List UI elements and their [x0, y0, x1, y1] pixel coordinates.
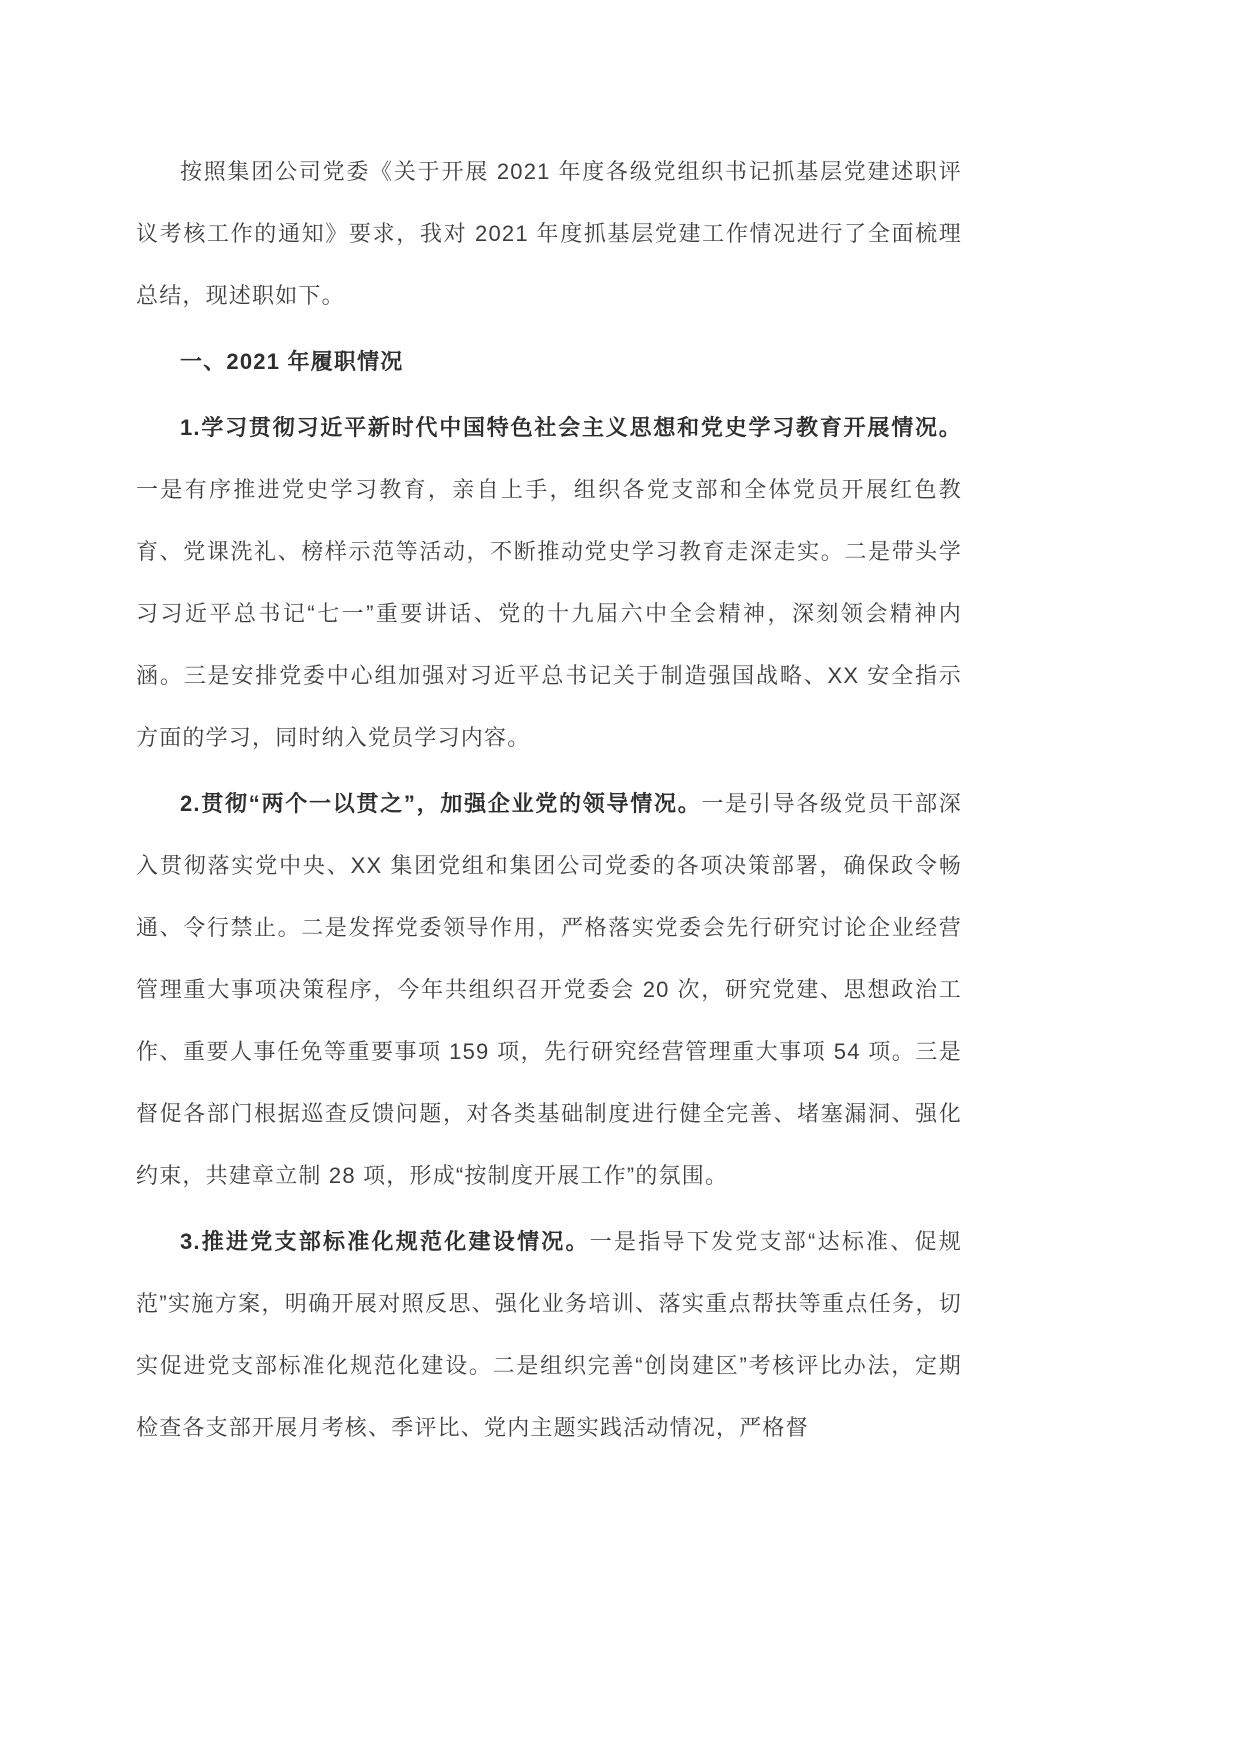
paragraph [136, 1211, 962, 1459]
document-content [136, 141, 962, 1459]
paragraph [136, 397, 962, 769]
paragraph [136, 141, 962, 327]
text-run: 一是有序推进党史学习教育，亲自上手，组织各党支部和全体党员开展红色教育、党课洗礼、榜样示范等活动，不断推动党史学习教育走深走实。二是带头学习习近平总书记“七一”重要讲话、党的十九届六中全会精神，深刻领会精神内涵。三是安排党委中心组加强对习近平总书记关于制造强国战略、XX 安全指示方面的学习，同时纳入党员学习内容。 [136, 477, 962, 750]
paragraph [136, 773, 962, 1207]
text-run: 一是引导各级党员干部深入贯彻落实党中央、XX 集团党组和集团公司党委的各项决策部署，确保政令畅通、令行禁止。二是发挥党委领导作用，严格落实党委会先行研究讨论企业经营管理重大事项决策程序，今年共组织召开党委会 20 次，研究党建、思想政治工作、重要人事任免等重要事项 159 项，先行研究经营管理重大事项 54 项。三是督促各部门根据巡查反馈问题，对各类基础制度进行健全完善、堵塞漏洞、强化约束，共建章立制 28 项，形成“按制度开展工作”的氛围。 [136, 791, 962, 1188]
section-heading [136, 331, 962, 393]
text-run: 一是指导下发党支部“达标准、促规范”实施方案，明确开展对照反思、强化业务培训、落实重点帮扶等重点任务，切实促进党支部标准化规范化建设。二是组织完善“创岗建区”考核评比办法，定期检查各支部开展月考核、季评比、党内主题实践活动情况，严格督 [136, 1229, 963, 1440]
text-run: 按照集团公司党委《关于开展 2021 年度各级党组织书记抓基层党建述职评议考核工作的通知》要求，我对 2021 年度抓基层党建工作情况进行了全面梳理总结，现述职如下。 [136, 159, 962, 308]
bold-text-run: 一、2021 年履职情况 [180, 349, 404, 374]
bold-text-run: 3.推进党支部标准化规范化建设情况。 [180, 1229, 590, 1254]
bold-text-run: 2.贯彻“两个一以贯之”，加强企业党的领导情况。 [180, 791, 702, 816]
bold-text-run: 1.学习贯彻习近平新时代中国特色社会主义思想和党史学习教育开展情况。 [180, 415, 962, 440]
